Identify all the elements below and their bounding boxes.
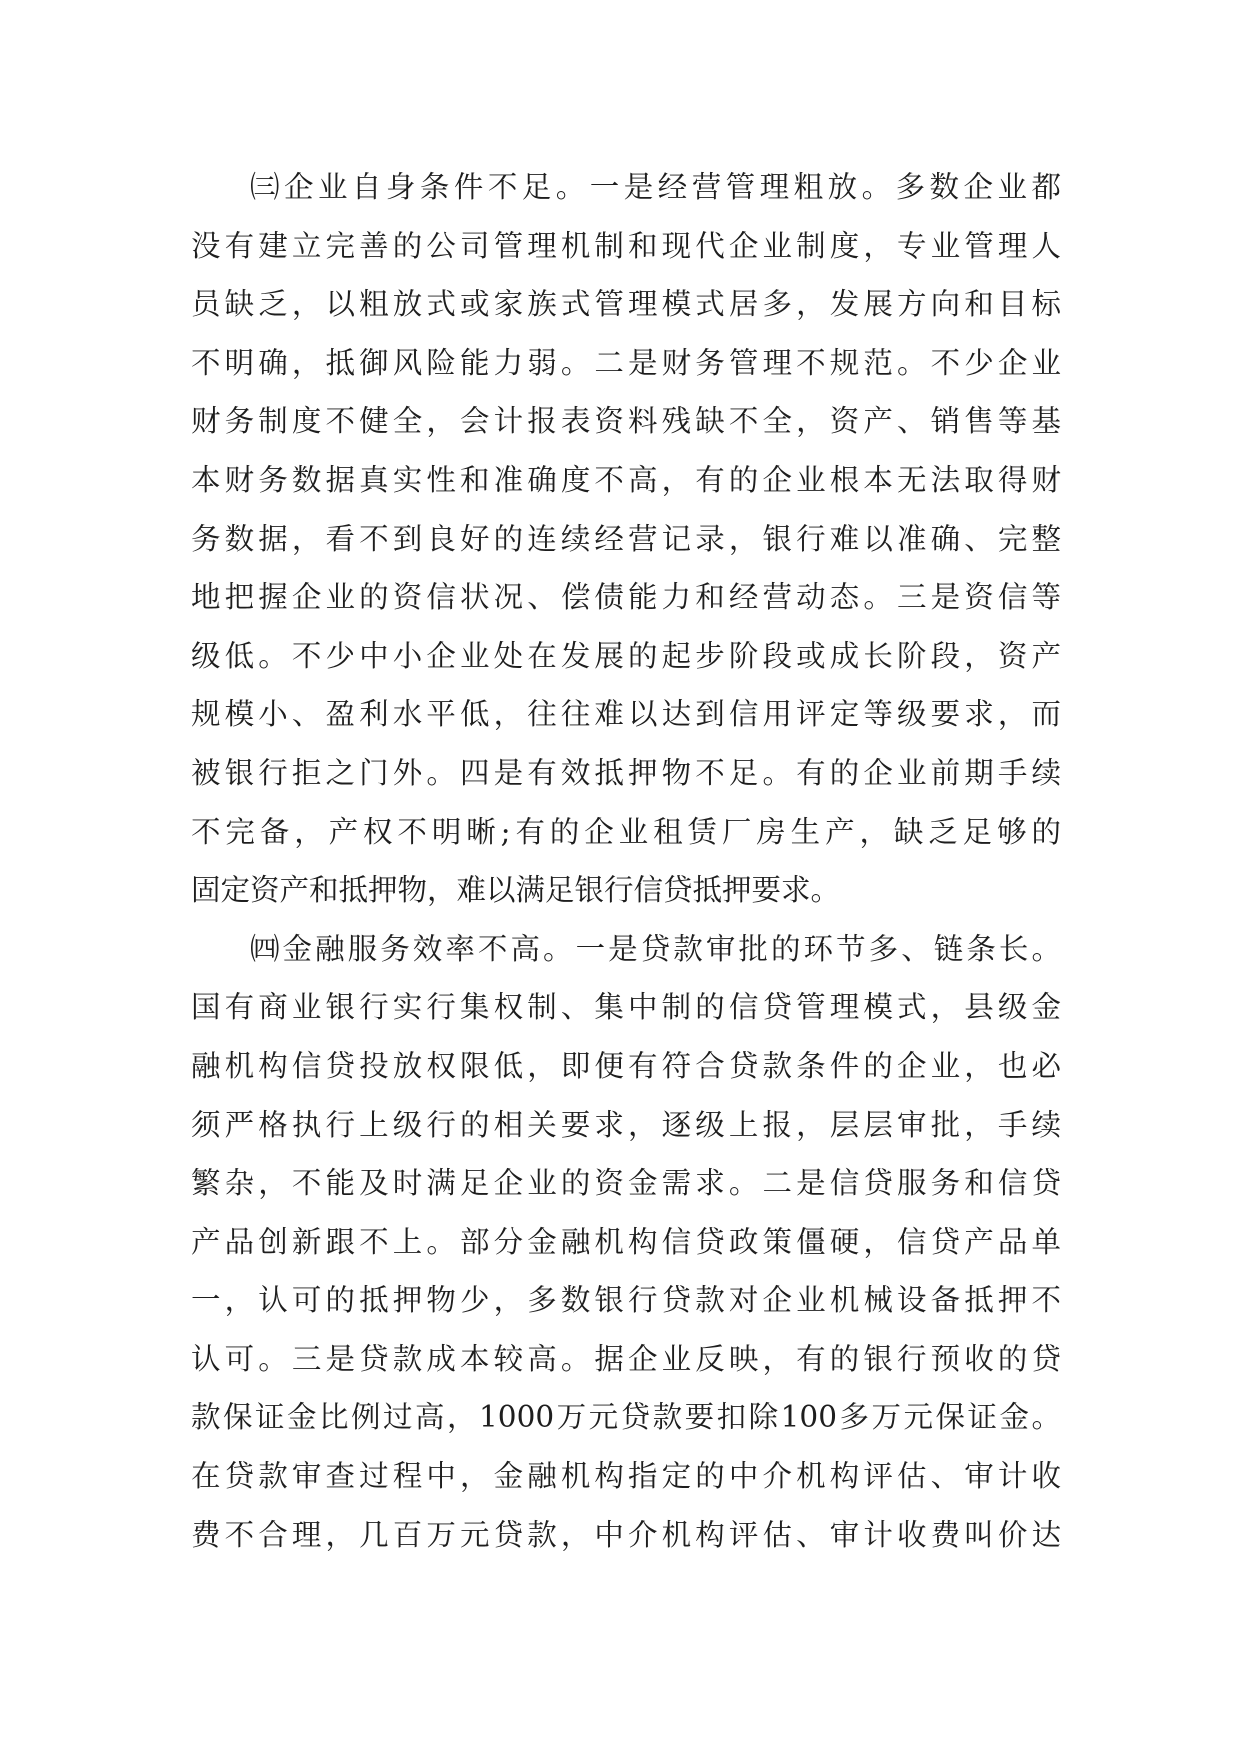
text-line: 须严格执行上级行的相关要求，逐级上报，层层审批，手续 <box>191 1107 1061 1142</box>
text-line: 一，认可的抵押物少，多数银行贷款对企业机械设备抵押不 <box>191 1283 1061 1318</box>
text-line: 本财务数据真实性和准确度不高，有的企业根本无法取得财 <box>191 462 1061 497</box>
text-line: 务数据，看不到良好的连续经营记录，银行难以准确、完整 <box>191 521 1061 556</box>
text-line: 员缺乏，以粗放式或家族式管理模式居多，发展方向和目标 <box>191 287 1061 322</box>
text-line: 国有商业银行实行集权制、集中制的信贷管理模式，县级金 <box>191 990 1061 1025</box>
body-text <box>191 158 1061 1564</box>
text-line: ㈣金融服务效率不高。一是贷款审批的环节多、链条长。 <box>250 931 1061 966</box>
text-line: 级低。不少中小企业处在发展的起步阶段或成长阶段，资产 <box>191 638 1061 673</box>
text-line: 财务制度不健全，会计报表资料残缺不全，资产、销售等基 <box>191 404 1061 439</box>
text-line: 繁杂，不能及时满足企业的资金需求。二是信贷服务和信贷 <box>191 1166 1061 1201</box>
text-line: 被银行拒之门外。四是有效抵押物不足。有的企业前期手续 <box>191 755 1061 790</box>
text-line: 融机构信贷投放权限低，即便有符合贷款条件的企业，也必 <box>191 1048 1061 1083</box>
text-line: 款保证金比例过高，1000万元贷款要扣除100多万元保证金。 <box>191 1400 1061 1435</box>
text-line: 费不合理，几百万元贷款，中介机构评估、审计收费叫价达 <box>191 1517 1061 1552</box>
text-line: 在贷款审查过程中，金融机构指定的中介机构评估、审计收 <box>191 1459 1061 1494</box>
text-line: 地把握企业的资信状况、偿债能力和经营动态。三是资信等 <box>191 580 1061 615</box>
text-line: 认可。三是贷款成本较高。据企业反映，有的银行预收的贷 <box>191 1341 1061 1376</box>
text-line: ㈢企业自身条件不足。一是经营管理粗放。多数企业都 <box>250 170 1061 204</box>
text-line: 没有建立完善的公司管理机制和现代企业制度，专业管理人 <box>191 228 1061 263</box>
text-line: 规模小、盈利水平低，往往难以达到信用评定等级要求，而 <box>191 697 1061 732</box>
text-line: 不完备，产权不明晰;有的企业租赁厂房生产，缺乏足够的 <box>191 814 1061 849</box>
text-line: 固定资产和抵押物，难以满足银行信贷抵押要求。 <box>191 873 841 908</box>
paragraph-enterprise-conditions <box>191 158 1061 920</box>
paragraph-financial-services <box>191 920 1061 1565</box>
text-line: 不明确，抵御风险能力弱。二是财务管理不规范。不少企业 <box>191 345 1061 380</box>
text-line: 产品创新跟不上。部分金融机构信贷政策僵硬，信贷产品单 <box>191 1224 1061 1259</box>
